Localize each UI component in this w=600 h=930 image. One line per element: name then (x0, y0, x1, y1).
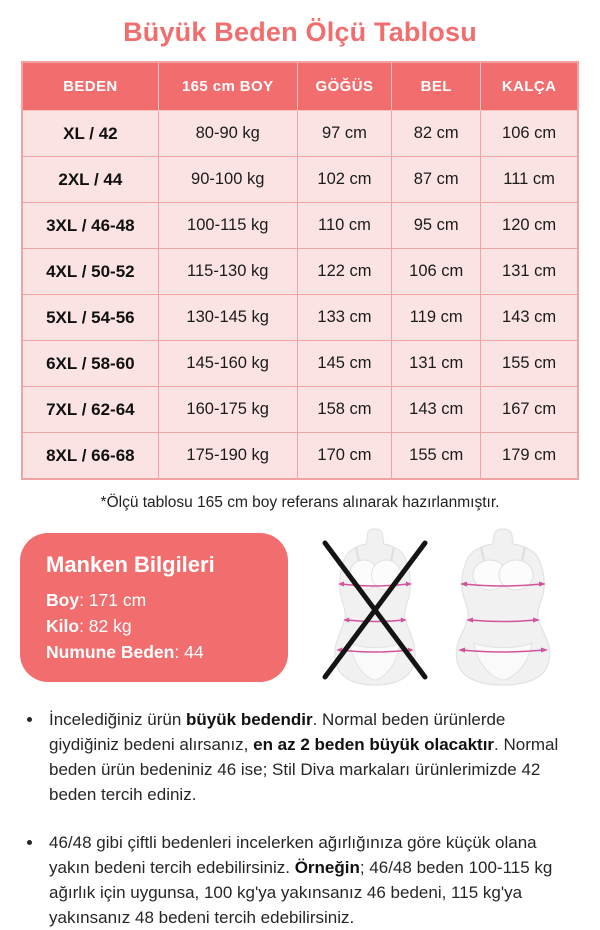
size-table-header-row (22, 62, 578, 111)
size-cell: 100-115 kg (158, 203, 297, 249)
size-cell: 167 cm (481, 387, 578, 433)
size-cell: 82 cm (392, 111, 481, 157)
model-height-line (46, 587, 268, 613)
table-row (22, 387, 578, 433)
model-sample-size-value: : 44 (174, 641, 204, 662)
size-cell: 102 cm (297, 157, 392, 203)
table-row (22, 203, 578, 249)
model-info-title: Manken Bilgileri (46, 551, 215, 577)
size-cell: 155 cm (392, 433, 481, 480)
model-weight-value: : 82 kg (79, 615, 132, 636)
size-label-cell: 7XL / 62-64 (22, 387, 158, 433)
note-text: İncelediğiniz ürün (49, 710, 187, 729)
size-cell: 158 cm (297, 387, 392, 433)
sizing-notes-list (28, 707, 580, 930)
note-text: . Normal beden ürünlerde giydiğiniz bedeni alırsanız, (49, 710, 506, 754)
note-text: 46/48 gibi çiftli bedenleri incelerken ağırlığınıza göre küçük olana yakın bedeni tercih edebilirsiniz. (49, 833, 537, 877)
note-text-bold: büyük bedendir (186, 710, 313, 729)
col-header-boy: 165 cm BOY (158, 62, 297, 111)
size-cell: 120 cm (481, 203, 578, 249)
size-table (21, 61, 579, 480)
table-row (22, 157, 578, 203)
size-label-cell: XL / 42 (22, 111, 158, 157)
size-cell: 115-130 kg (158, 249, 297, 295)
page-title: Büyük Beden Ölçü Tablosu (123, 17, 477, 47)
model-sample-size-label: Numune Beden (46, 641, 175, 662)
size-cell: 110 cm (297, 203, 392, 249)
size-cell: 131 cm (481, 249, 578, 295)
size-cell: 179 cm (481, 433, 578, 480)
size-cell: 130-145 kg (158, 295, 297, 341)
size-cell: 106 cm (481, 111, 578, 157)
note-item-product-is-plus-size (44, 707, 580, 807)
table-footnote: *Ölçü tablosu 165 cm boy referans alınarak hazırlanmıştır. (100, 494, 500, 511)
size-label-cell: 3XL / 46-48 (22, 203, 158, 249)
table-row (22, 111, 578, 157)
size-cell: 145 cm (297, 341, 392, 387)
size-cell: 143 cm (481, 295, 578, 341)
measured-body-figure (446, 527, 560, 687)
note-text-bold: Örneğin (294, 858, 360, 877)
size-label-cell: 8XL / 66-68 (22, 433, 158, 480)
size-cell: 90-100 kg (158, 157, 297, 203)
size-cell: 155 cm (481, 341, 578, 387)
size-cell: 106 cm (392, 249, 481, 295)
size-cell: 145-160 kg (158, 341, 297, 387)
model-weight-line (46, 613, 268, 639)
table-row (22, 249, 578, 295)
size-cell: 80-90 kg (158, 111, 297, 157)
size-cell: 160-175 kg (158, 387, 297, 433)
model-weight-label: Kilo (46, 615, 80, 636)
size-label-cell: 5XL / 54-56 (22, 295, 158, 341)
col-header-gogus: GÖĞÜS (297, 62, 392, 111)
col-header-beden: BEDEN (22, 62, 158, 111)
size-cell: 175-190 kg (158, 433, 297, 480)
col-header-bel: BEL (392, 62, 481, 111)
body-figure-illustrations (288, 527, 586, 687)
size-cell: 111 cm (481, 157, 578, 203)
model-info-card (20, 533, 288, 682)
note-text-bold: en az 2 beden büyük olacaktır (253, 735, 495, 754)
model-height-label: Boy (46, 589, 80, 610)
size-cell: 119 cm (392, 295, 481, 341)
size-cell: 97 cm (297, 111, 392, 157)
model-sample-size-line (46, 639, 268, 665)
model-height-value: : 171 cm (79, 589, 147, 610)
size-label-cell: 4XL / 50-52 (22, 249, 158, 295)
note-text: . Normal beden ürün bedeniniz 46 ise; Stil Diva markaları ürünlerimizde 42 beden tercih ediniz. (49, 735, 559, 804)
size-label-cell: 2XL / 44 (22, 157, 158, 203)
table-row (22, 295, 578, 341)
size-cell: 87 cm (392, 157, 481, 203)
size-cell: 170 cm (297, 433, 392, 480)
model-info-section (20, 527, 586, 687)
note-text: ; 46/48 beden 100-115 kg ağırlık için uygunsa, 100 kg'ya yakınsanız 46 bedeni, 115 kg'ya yakınsanız 48 bedeni tercih edebilirsiniz. (49, 858, 553, 927)
table-row (22, 341, 578, 387)
col-header-kalca: KALÇA (481, 62, 578, 111)
size-cell: 133 cm (297, 295, 392, 341)
crossed-body-figure (314, 527, 436, 687)
note-item-double-sizes (44, 830, 580, 930)
size-cell: 95 cm (392, 203, 481, 249)
size-label-cell: 6XL / 58-60 (22, 341, 158, 387)
size-cell: 143 cm (392, 387, 481, 433)
size-cell: 131 cm (392, 341, 481, 387)
table-row (22, 433, 578, 480)
size-cell: 122 cm (297, 249, 392, 295)
